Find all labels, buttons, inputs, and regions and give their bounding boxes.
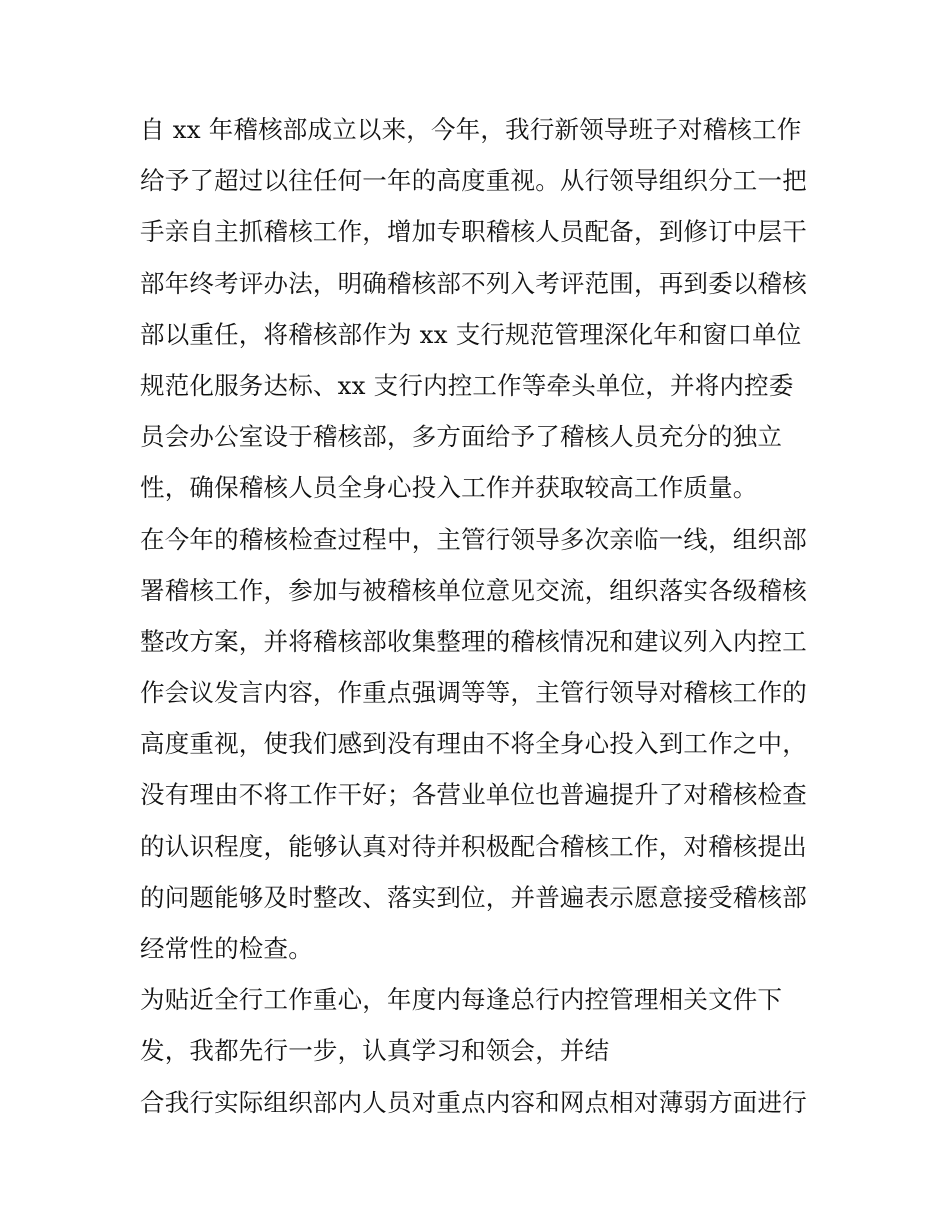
text-line: 员会办公室设于稽核部，多方面给予了稽核人员充分的独立 bbox=[140, 422, 783, 452]
text-line: 部以重任，将稽核部作为 xx 支行规范管理深化年和窗口单位 bbox=[140, 319, 802, 349]
document-body bbox=[140, 107, 830, 1131]
text-line: 发，我都先行一步，认真学习和领会，并结 bbox=[140, 1036, 610, 1066]
text-line: 部年终考评办法，明确稽核部不列入考评范围，再到委以稽核 bbox=[140, 268, 807, 298]
text-line: 作会议发言内容，作重点强调等等，主管行领导对稽核工作的 bbox=[140, 678, 807, 708]
text-line: 高度重视，使我们感到没有理由不将全身心投入到工作之中， bbox=[140, 729, 807, 759]
text-line: 没有理由不将工作干好；各营业单位也普遍提升了对稽核检查 bbox=[140, 780, 807, 810]
text-line: 在今年的稽核检查过程中，主管行领导多次亲临一线，组织部 bbox=[140, 524, 807, 554]
text-line: 整改方案，并将稽核部收集整理的稽核情况和建议列入内控工 bbox=[140, 626, 807, 656]
text-line: 性，确保稽核人员全身心投入工作并获取较高工作质量。 bbox=[140, 473, 758, 503]
text-line: 为贴近全行工作重心，年度内每逢总行内控管理相关文件下 bbox=[140, 985, 783, 1015]
text-line: 自 xx 年稽核部成立以来，今年，我行新领导班子对稽核工作 bbox=[140, 115, 802, 144]
text-line: 合我行实际组织部内人员对重点内容和网点相对薄弱方面进行 bbox=[140, 1087, 807, 1117]
text-line: 经常性的检查。 bbox=[140, 934, 313, 963]
text-line: 给予了超过以往任何一年的高度重视。从行领导组织分工一把 bbox=[140, 166, 807, 196]
text-line: 的认识程度，能够认真对待并积极配合稽核工作，对稽核提出 bbox=[140, 831, 807, 861]
text-line: 手亲自主抓稽核工作，增加专职稽核人员配备，到修订中层干 bbox=[140, 217, 807, 247]
text-line: 署稽核工作，参加与被稽核单位意见交流，组织落实各级稽核 bbox=[140, 575, 807, 605]
text-line: 规范化服务达标、xx 支行内控工作等牵头单位，并将内控委 bbox=[140, 370, 794, 400]
text-line: 的问题能够及时整改、落实到位，并普遍表示愿意接受稽核部 bbox=[140, 882, 807, 912]
